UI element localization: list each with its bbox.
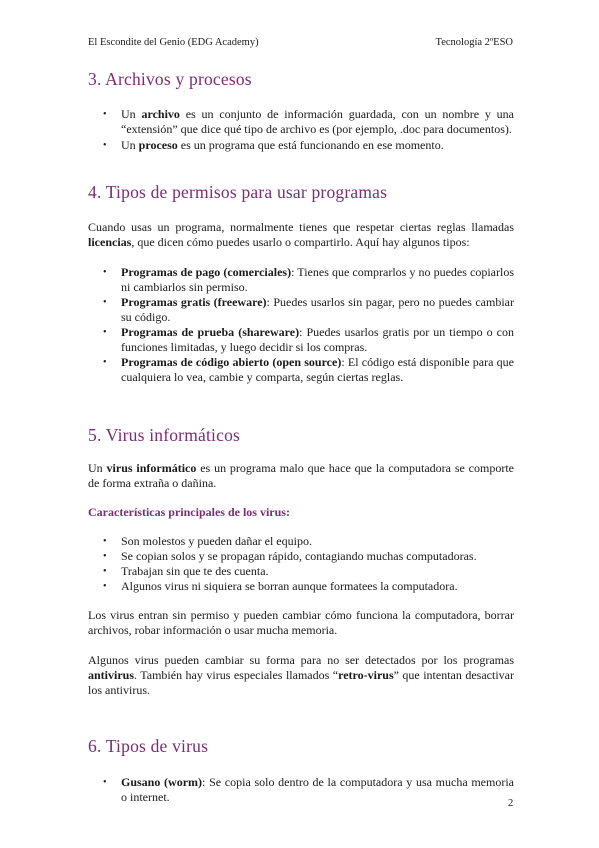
list-item: • Son molestos y pueden dañar el equipo. [103,534,312,548]
section-4-list [88,265,514,385]
bullet-icon: • [103,777,107,788]
section-5-intro: Un virus informático es un programa malo que hace que la computadora se comporte de forma extraña o dañina. [88,461,514,490]
list-item: • Programas de pago (comerciales): Tienes que comprarlos y no puedes copiarlos ni cambiarlos sin permiso. [103,265,514,294]
bullet-icon: • [103,566,107,577]
section-3-list [88,107,514,153]
section-6-title: 6. Tipos de virus [88,736,209,756]
section-6-list [88,775,514,805]
section-5-paragraph-2: Algunos virus pueden cambiar su forma para no ser detectados por los programas antivirus. También hay virus especiales llamados “retro-virus” que intentan desactivar los antivirus. [88,653,514,697]
bullet-icon: • [103,581,107,592]
section-5-paragraph-1: Los virus entran sin permiso y pueden cambiar cómo funciona la computadora, borrar archivos, robar información o usar mucha memoria. [88,608,514,637]
bullet-icon: • [103,357,107,368]
section-5-list [88,534,514,594]
list-item: • Algunos virus ni siquiera se borran aunque formatees la computadora. [103,579,458,593]
section-5-subtitle: Características principales de los virus: [88,505,290,519]
bullet-icon: • [103,109,107,120]
section-4-title: 4. Tipos de permisos para usar programas [88,182,388,202]
bullet-icon: • [103,327,107,338]
list-item: • Programas de código abierto (open source): El código está disponible para que cualquiera lo vea, cambie y comparta, según ciertas reglas. [103,355,514,384]
bullet-icon: • [103,536,107,547]
list-item: • Un proceso es un programa que está funcionando en ese momento. [103,138,444,152]
page-content [88,69,514,805]
header-right: Tecnología 2ºESO [435,37,513,48]
list-item: • Gusano (worm): Se copia solo dentro de la computadora y usa mucha memoria o internet. [103,775,514,804]
bullet-icon: • [103,140,107,151]
page-number: 2 [508,798,514,809]
header-left: El Escondite del Genio (EDG Academy) [88,37,259,48]
section-5-title: 5. Virus informáticos [88,425,241,445]
list-item: • Trabajan sin que te des cuenta. [103,564,269,578]
list-item: • Programas gratis (freeware): Puedes usarlos sin pagar, pero no puedes cambiar su código. [103,295,514,324]
bullet-icon: • [103,551,107,562]
bullet-icon: • [103,297,107,308]
list-item: • Se copian solos y se propagan rápido, contagiando muchas computadoras. [103,549,477,563]
bullet-icon: • [103,267,107,278]
list-item: • Un archivo es un conjunto de información guardada, con un nombre y una “extensión” que dice qué tipo de archivo es (por ejemplo, .doc para documentos). [103,107,514,136]
section-3-title: 3. Archivos y procesos [88,69,252,89]
section-4-intro: Cuando usas un programa, normalmente tienes que respetar ciertas reglas llamadas licencias, que dicen cómo puedes usarlo o compartirlo. Aquí hay algunos tipos: [88,220,514,249]
list-item: • Programas de prueba (shareware): Puedes usarlos gratis por un tiempo o con funciones limitadas, y luego decidir si los compras. [103,325,515,354]
